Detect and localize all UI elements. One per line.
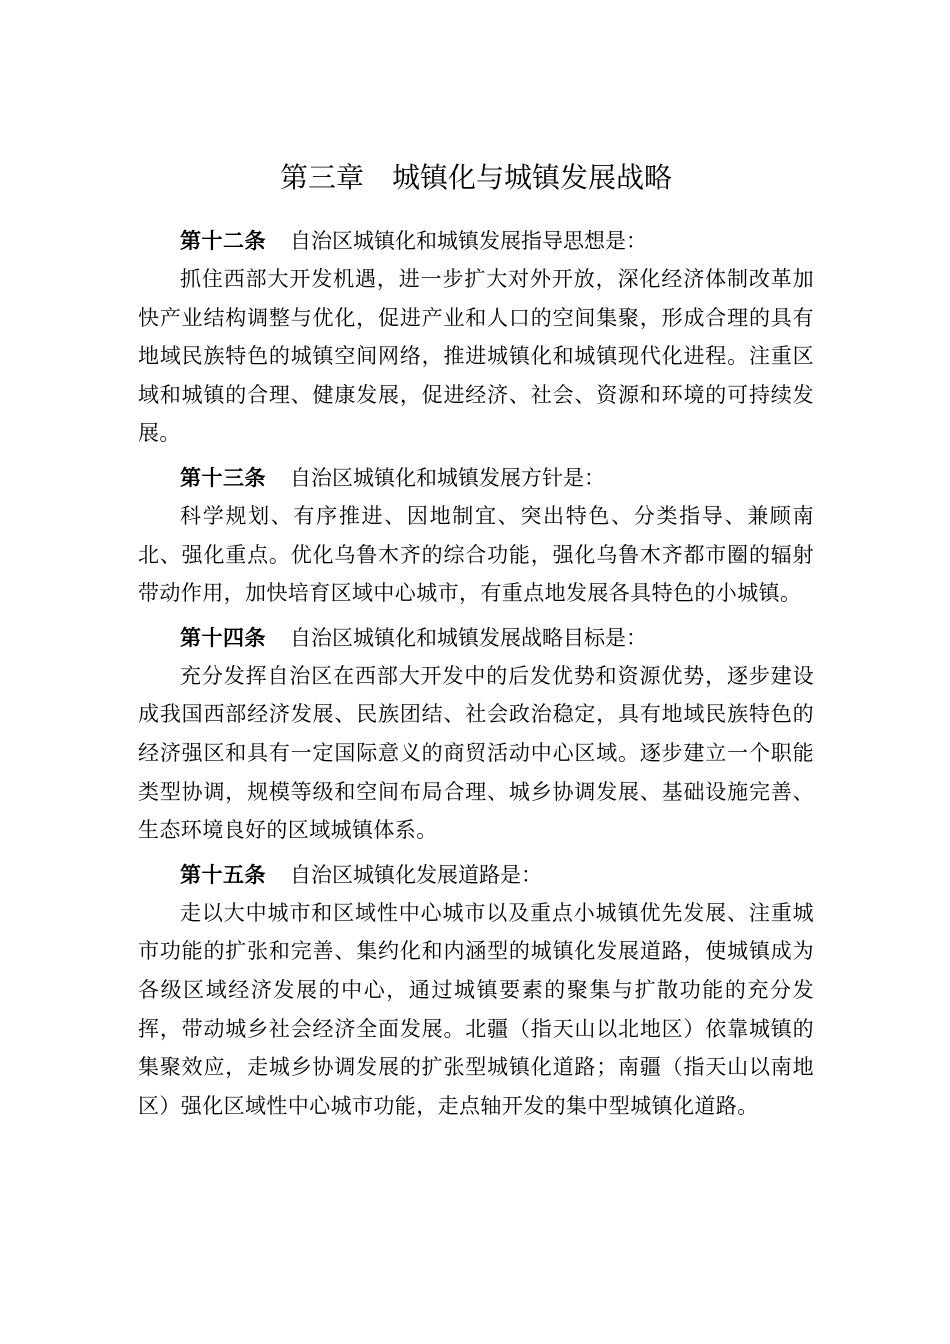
article-number: 第十三条 bbox=[180, 465, 266, 490]
article-heading bbox=[138, 856, 814, 894]
article-body: 科学规划、有序推进、因地制宜、突出特色、分类指导、兼顾南北、强化重点。优化乌鲁木齐的综合功能，强化乌鲁木齐都市圈的辐射带动作用，加快培育区域中心城市，有重点地发展各具特色的小城镇。 bbox=[138, 503, 814, 606]
article-lead: 自治区城镇化和城镇发展方针是： bbox=[290, 465, 605, 490]
chapter-content bbox=[138, 222, 814, 1131]
article-14 bbox=[138, 619, 814, 850]
article-lead: 自治区城镇化和城镇发展指导思想是： bbox=[290, 229, 647, 253]
article-heading bbox=[138, 222, 814, 260]
article-number: 第十五条 bbox=[180, 862, 266, 887]
article-body: 抓住西部大开发机遇，进一步扩大对外开放，深化经济体制改革加快产业结构调整与优化，促进产业和人口的空间集聚，形成合理的具有地域民族特色的城镇空间网络，推进城镇化和城镇现代化进程。注重区域和城镇的合理、健康发展，促进经济、社会、资源和环境的可持续发展。 bbox=[138, 267, 814, 446]
article-15 bbox=[138, 856, 814, 1126]
article-number: 第十二条 bbox=[180, 229, 266, 253]
article-body: 充分发挥自治区在西部大开发中的后发优势和资源优势，逐步建设成我国西部经济发展、民族团结、社会政治稳定，具有地域民族特色的经济强区和具有一定国际意义的商贸活动中心区域。逐步建立一个职能类型协调，规模等级和空间布局合理、城乡协调发展、基础设施完善、生态环境良好的区域城镇体系。 bbox=[138, 663, 814, 843]
article-13 bbox=[138, 459, 814, 613]
article-12 bbox=[138, 222, 814, 453]
chapter-title: 第三章 城镇化与城镇发展战略 bbox=[279, 161, 672, 194]
article-body: 走以大中城市和区域性中心城市以及重点小城镇优先发展、注重城市功能的扩张和完善、集约化和内涵型的城镇化发展道路，使城镇成为各级区域经济发展的中心，通过城镇要素的聚集与扩散功能的充分发挥，带动城乡社会经济全面发展。北疆（指天山以北地区）依靠城镇的集聚效应，走城乡协调发展的扩张型城镇化道路；南疆（指天山以南地区）强化区域性中心城市功能，走点轴开发的集中型城镇化道路。 bbox=[138, 900, 814, 1118]
article-number: 第十四条 bbox=[180, 625, 266, 650]
article-lead: 自治区城镇化和城镇发展战略目标是： bbox=[290, 625, 647, 650]
article-heading bbox=[138, 459, 814, 497]
article-heading bbox=[138, 619, 814, 657]
article-lead: 自治区城镇化发展道路是： bbox=[290, 862, 542, 887]
